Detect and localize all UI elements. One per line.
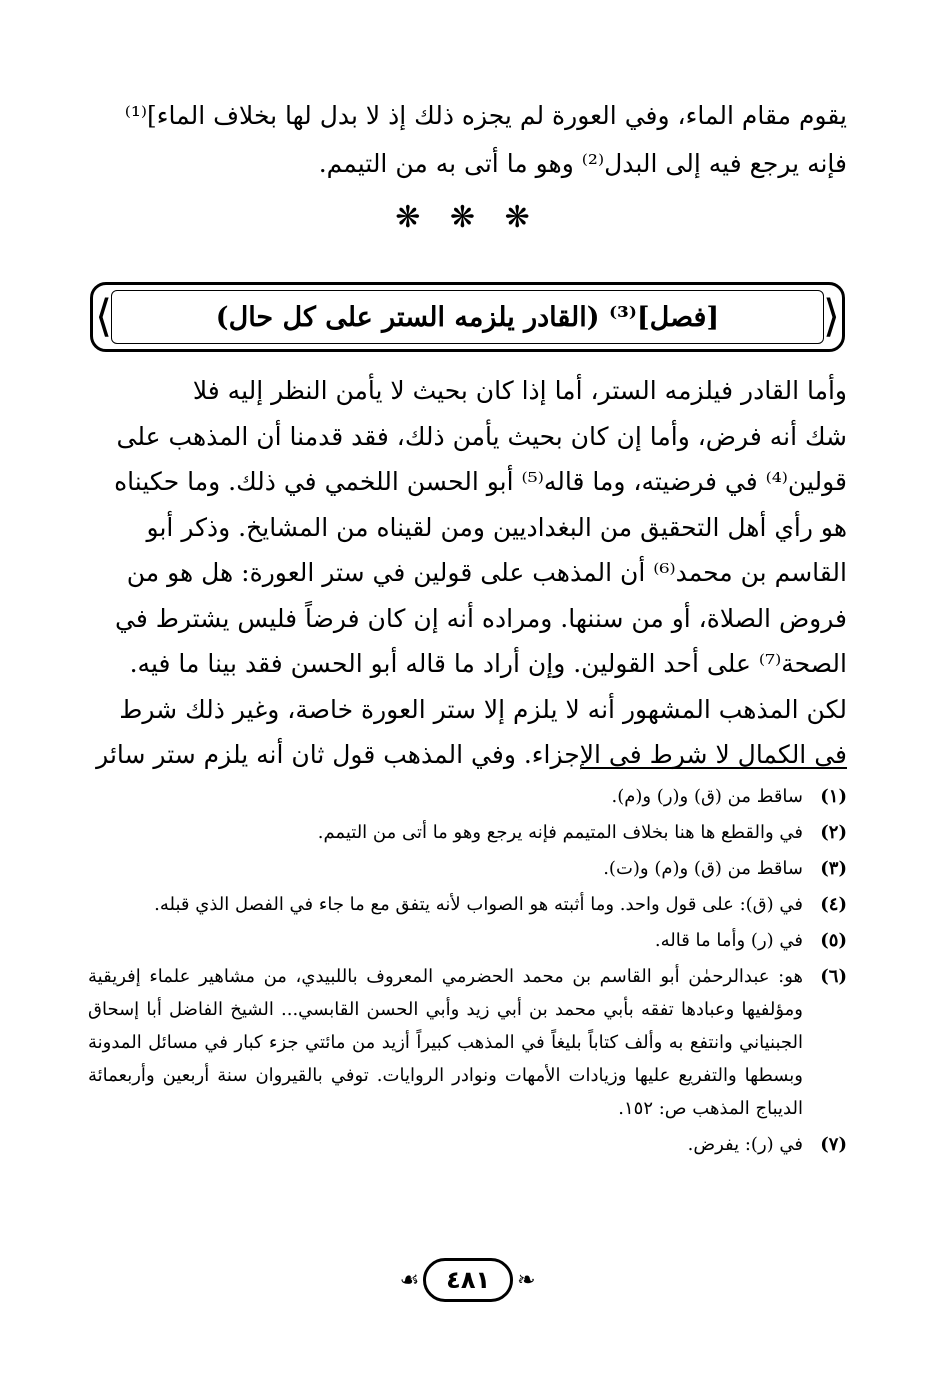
footnotes-list (88, 780, 847, 1164)
footnote-text: في والقطع ها هنا بخلاف المتيمم فإنه يرجع وهو ما أتى من التيمم. (317, 822, 803, 843)
footnote-text: ساقط من (ق) و(م) و(ت). (603, 858, 803, 879)
section-separator: ❋ ❋ ❋ (395, 200, 540, 235)
footnote-number: (١) (820, 786, 847, 807)
footnote-item (88, 816, 847, 849)
footnote-text: في (ر): يفرض. (687, 1134, 803, 1155)
footnote-text: في (ق): على قول واحد. وما أثبته هو الصواب لأنه يتفق مع ما جاء في الفصل الذي قبله. (154, 894, 803, 915)
footnote-divider (582, 767, 847, 769)
footnote-item (88, 924, 847, 957)
swirl-right-icon: ❧ (517, 1267, 536, 1293)
body-line: قولين⁽⁴⁾ في فرضيته، وما قاله⁽⁵⁾ أبو الحسن اللخمي في ذلك. وما حكيناه (114, 467, 847, 496)
body-line: فروض الصلاة، أو من سننها. ومراده أنه إن كان فرضاً فليس يشترط في (115, 603, 847, 633)
footnote-number: (٦) (820, 966, 847, 987)
page-number-frame (399, 1258, 535, 1302)
body-line: شك أنه فرض، وأما إن كان بحيث يأمن ذلك، فقد قدمنا أن المذهب على (116, 421, 847, 451)
footnote-number: (٢) (820, 822, 847, 843)
footnote-text: في (ر) وأما ما قاله. (654, 930, 803, 951)
page-number-ornament (0, 1258, 935, 1302)
intro-paragraph (88, 92, 847, 188)
section-heading-frame (90, 282, 845, 352)
footnote-item (88, 960, 847, 1125)
body-line: لكن المذهب المشهور أنه لا يلزم إلا ستر العورة خاصة، وغير ذلك شرط (119, 694, 847, 724)
footnote-item (88, 1128, 847, 1161)
body-paragraph (88, 368, 847, 778)
body-line: القاسم بن محمد⁽⁶⁾ أن المذهب على قولين في ستر العورة: هل هو من (126, 558, 847, 587)
frame-bracket-right-icon: ⟨ (822, 291, 840, 342)
footnote-number: (٥) (820, 930, 847, 951)
footnote-number: (٧) (820, 1134, 847, 1155)
intro-line: فإنه يرجع فيه إلى البدل⁽²⁾ وهو ما أتى به من التيمم. (318, 149, 847, 178)
swirl-left-icon: ☙ (399, 1267, 420, 1293)
body-line: وأما القادر فيلزمه الستر، أما إذا كان بحيث لا يأمن النظر إليه فلا (192, 376, 847, 405)
section-heading: [فصل]⁽³⁾ (القادر يلزمه الستر على كل حال) (215, 301, 720, 333)
footnote-number: (٤) (820, 894, 847, 915)
body-line: الصحة⁽⁷⁾ على أحد القولين. وإن أراد ما قاله أبو الحسن فقد بينا ما فيه. (129, 649, 847, 678)
body-line: في الكمال لا شرط في الإجزاء. وفي المذهب قول ثان أنه يلزم ستر سائر (96, 740, 847, 769)
footnote-item (88, 888, 847, 921)
footnote-text: ساقط من (ق) و(ر) و(م). (611, 786, 803, 807)
footnote-number: (٣) (820, 858, 847, 879)
footnote-text: هو: عبدالرحمٰن أبو القاسم بن محمد الحضرمي المعروف باللبيدي، من مشاهير علماء إفريقية ومؤلفيها وعبادها تفقه بأبي محمد بن أبي زيد وأبي الحسن القابسي... الشيخ الفاضل أبا إسحاق الجبنياني وانتفع به وألف كتاباً بليغاً في المذهب كبيراً أزيد من مائتي جزء كبار في مسائل المدونة وبسطها والتفريع عليها وزيادات الأمهات ونوادر الروايات. توفي بالقيروان سنة أربعين وأربعمائة الديباج المذهب ص: ١٥٢. (88, 966, 803, 1119)
body-line: هو رأي أهل التحقيق من البغداديين ومن لقيناه من المشايخ. وذكر أبو (146, 512, 847, 542)
page-number: ٤٨١ (423, 1258, 513, 1302)
footnote-item (88, 852, 847, 885)
footnote-item (88, 780, 847, 813)
frame-bracket-left-icon: ⟩ (95, 291, 113, 342)
intro-line: يقوم مقام الماء، وفي العورة لم يجزه ذلك إذ لا بدل لها بخلاف الماء]⁽¹⁾ (124, 101, 847, 130)
